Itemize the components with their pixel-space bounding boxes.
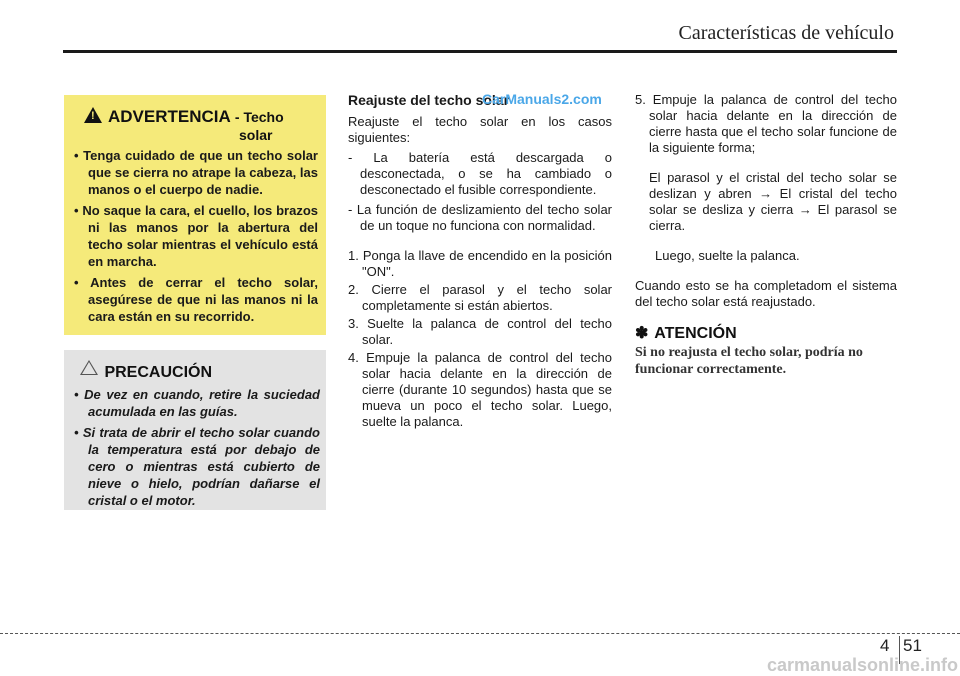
site-watermark[interactable]: carmanualsonline.info	[766, 655, 958, 675]
release-text: Luego, suelte la palanca.	[655, 248, 800, 263]
caution-item: • De vez en cuando, retire la suciedad acumulada en las guías.	[74, 387, 320, 419]
warning-triangle-icon	[84, 107, 102, 123]
warning-list	[74, 147, 318, 329]
step-item-5: 5. Empuje la palanca de control del techo solar hacia delante en la dirección de cierre hasta que el techo solar funcione de la siguiente forma;	[635, 92, 897, 155]
warning-heading	[84, 107, 284, 143]
caution-title: PRECAUCIÓN	[104, 364, 213, 381]
warning-title: ADVERTENCIA	[108, 107, 231, 126]
watermark-link[interactable]: CarManuals2.com	[482, 91, 602, 107]
step-item: 3. Suelte la palanca de control del techo solar.	[348, 316, 612, 347]
warning-item: • Tenga cuidado de que un techo solar que se cierra no atrape la cabeza, las manos o el cuerpo de nadie.	[74, 148, 318, 197]
footer-rule	[0, 633, 960, 634]
section-heading: Reajuste del techo solar	[348, 92, 510, 108]
caution-triangle-icon	[80, 360, 98, 375]
attention-icon: ✽	[635, 325, 649, 342]
caution-box	[64, 350, 326, 510]
warning-box	[64, 95, 326, 335]
dash-item: - La función de deslizamiento del techo solar de un toque no funciona con normalidad.	[348, 202, 612, 233]
step-item: 1. Ponga la llave de encendido en la posición "ON".	[348, 248, 612, 279]
attention-title: ATENCIÓN	[654, 325, 737, 342]
caution-item: • Si trata de abrir el techo solar cuando la temperatura está por debajo de cero o mientras está cubierto de nieve o hielo, podrían dañarse el cristal o el motor.	[74, 425, 320, 508]
sequence-text: El parasol y el cristal del techo solar se deslizan y abren → El cristal del techo solar se desliza y cierra → El parasol se cierra.	[649, 170, 897, 233]
column-3	[635, 92, 897, 378]
attention-text: Si no reajusta el techo solar, podría no funcionar correctamente.	[635, 345, 863, 377]
caution-heading	[80, 360, 212, 382]
spacer	[348, 238, 612, 248]
warning-subtitle-line2: solar	[239, 127, 273, 143]
warning-item: • Antes de cerrar el techo solar, asegúrese de que ni las manos ni la cara están en su recorrido.	[74, 275, 318, 324]
caution-list	[74, 386, 320, 513]
dash-item: - La batería está descargada o desconectada, o se ha cambiado o desconectado el fusible correspondiente.	[348, 150, 612, 197]
step-item: 4. Empuje la palanca de control del techo solar hacia delante en la dirección de cierre (durante 10 segundos) hasta que se mueva un poco el techo solar. Luego, suelte la palanca.	[348, 350, 612, 429]
page-number: 51	[903, 636, 922, 655]
attention-heading	[635, 326, 897, 342]
reset-section	[348, 92, 612, 432]
section-intro: Reajuste el techo solar en los casos siguientes:	[348, 114, 612, 145]
completed-text: Cuando esto se ha completadom el sistema del techo solar está reajustado.	[635, 278, 897, 309]
step-item: 2. Cierre el parasol y el techo solar completamente si están abiertos.	[348, 282, 612, 313]
header-title: Características de vehículo	[678, 22, 894, 44]
warning-item: • No saque la cara, el cuello, los brazos ni las manos por la abertura del techo solar mientras el vehículo está en marcha.	[74, 203, 318, 269]
chapter-number: 4	[880, 636, 890, 655]
warning-subtitle-line1: - Techo	[234, 109, 284, 125]
header-rule	[63, 50, 897, 53]
